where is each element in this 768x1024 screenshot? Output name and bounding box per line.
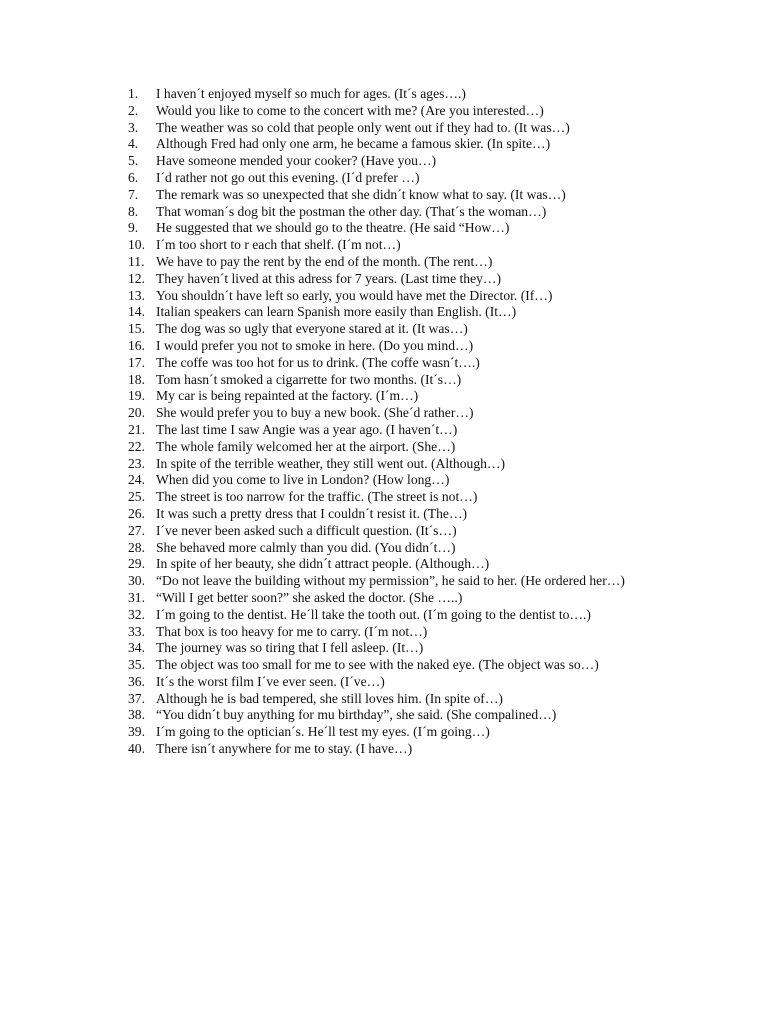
exercise-item — [128, 304, 658, 321]
exercise-text: She behaved more calmly than you did. (You didn´t…) — [156, 539, 456, 555]
exercise-text: We have to pay the rent by the end of the month. (The rent…) — [156, 253, 493, 269]
exercise-number: 24. — [128, 472, 145, 488]
exercise-text: Although Fred had only one arm, he became a famous skier. (In spite…) — [156, 136, 551, 152]
exercise-number: 14. — [128, 304, 145, 320]
exercise-item — [128, 170, 658, 187]
exercise-number: 15. — [128, 321, 145, 337]
exercise-text: The dog was so ugly that everyone stared at it. (It was…) — [156, 321, 468, 337]
exercise-item — [128, 288, 658, 305]
exercise-text: They haven´t lived at this adress for 7 years. (Last time they…) — [156, 270, 502, 286]
exercise-number: 23. — [128, 455, 145, 471]
exercise-number: 17. — [128, 354, 145, 370]
exercise-item — [128, 691, 658, 708]
exercise-text: “Will I get better soon?” she asked the doctor. (She …..) — [156, 589, 463, 605]
exercise-item — [128, 540, 658, 557]
exercise-number: 40. — [128, 741, 145, 757]
exercise-text: There isn´t anywhere for me to stay. (I have…) — [156, 741, 413, 757]
exercise-text: I haven´t enjoyed myself so much for ages. (It´s ages….) — [156, 86, 466, 101]
exercise-item — [128, 120, 658, 137]
exercise-text: The object was too small for me to see with the naked eye. (The object was so…) — [156, 657, 599, 673]
exercise-number: 16. — [128, 337, 145, 353]
exercise-item — [128, 321, 658, 338]
exercise-item — [128, 237, 658, 254]
exercise-item — [128, 338, 658, 355]
exercise-text: I´m going to the dentist. He´ll take the tooth out. (I´m going to the dentist to….) — [156, 606, 591, 622]
exercise-text: Have someone mended your cooker? (Have you…) — [156, 153, 437, 169]
exercise-number: 38. — [128, 707, 145, 723]
exercise-number: 3. — [128, 119, 139, 135]
exercise-text: In spite of the terrible weather, they still went out. (Although…) — [156, 455, 506, 471]
exercise-text: The street is too narrow for the traffic. (The street is not…) — [156, 489, 478, 505]
exercise-item — [128, 372, 658, 389]
exercise-list — [128, 86, 658, 758]
exercise-text: I´ve never been asked such a difficult question. (It´s…) — [156, 522, 457, 538]
exercise-number: 12. — [128, 270, 145, 286]
exercise-text: It´s the worst film I´ve ever seen. (I´ve…) — [156, 673, 385, 689]
exercise-item — [128, 741, 658, 758]
exercise-number: 4. — [128, 136, 139, 152]
exercise-number: 5. — [128, 153, 139, 169]
exercise-number: 10. — [128, 237, 145, 253]
exercise-text: It was such a pretty dress that I couldn´t resist it. (The…) — [156, 505, 468, 521]
exercise-item — [128, 355, 658, 372]
exercise-number: 35. — [128, 657, 145, 673]
exercise-item — [128, 103, 658, 120]
exercise-text: I´m going to the optician´s. He´ll test my eyes. (I´m going…) — [156, 724, 490, 740]
exercise-number: 26. — [128, 505, 145, 521]
exercise-text: The journey was so tiring that I fell asleep. (It…) — [156, 640, 424, 656]
exercise-text: “Do not leave the building without my permission”, he said to her. (He ordered her…) — [156, 573, 625, 589]
exercise-number: 25. — [128, 489, 145, 505]
exercise-item — [128, 456, 658, 473]
exercise-text: That box is too heavy for me to carry. (I´m not…) — [156, 623, 428, 639]
exercise-number: 2. — [128, 102, 139, 118]
exercise-text: The remark was so unexpected that she didn´t know what to say. (It was…) — [156, 186, 566, 202]
exercise-number: 28. — [128, 539, 145, 555]
exercise-number: 29. — [128, 556, 145, 572]
exercise-number: 6. — [128, 169, 139, 185]
exercise-text: I´d rather not go out this evening. (I´d prefer …) — [156, 169, 420, 185]
exercise-text: You shouldn´t have left so early, you would have met the Director. (If…) — [156, 287, 553, 303]
exercise-text: The whole family welcomed her at the airport. (She…) — [156, 438, 456, 454]
exercise-item — [128, 624, 658, 641]
exercise-number: 20. — [128, 405, 145, 421]
exercise-text: Tom hasn´t smoked a cigarrette for two months. (It´s…) — [156, 371, 462, 387]
exercise-text: I would prefer you not to smoke in here. (Do you mind…) — [156, 337, 474, 353]
exercise-number: 39. — [128, 724, 145, 740]
exercise-text: My car is being repainted at the factory. (I´m…) — [156, 388, 419, 404]
exercise-item — [128, 254, 658, 271]
exercise-item — [128, 607, 658, 624]
exercise-item — [128, 220, 658, 237]
exercise-item — [128, 153, 658, 170]
exercise-number: 27. — [128, 522, 145, 538]
exercise-item — [128, 506, 658, 523]
exercise-number: 18. — [128, 371, 145, 387]
exercise-text: In spite of her beauty, she didn´t attract people. (Although…) — [156, 556, 490, 572]
exercise-number: 21. — [128, 421, 145, 437]
exercise-text: The last time I saw Angie was a year ago. (I haven´t…) — [156, 421, 458, 437]
exercise-text: That woman´s dog bit the postman the other day. (That´s the woman…) — [156, 203, 547, 219]
exercise-text: I´m too short to r each that shelf. (I´m not…) — [156, 237, 401, 253]
exercise-number: 8. — [128, 203, 139, 219]
exercise-text: She would prefer you to buy a new book. (She´d rather…) — [156, 405, 474, 421]
exercise-item — [128, 523, 658, 540]
exercise-item — [128, 556, 658, 573]
exercise-text: He suggested that we should go to the theatre. (He said “How…) — [156, 220, 510, 236]
exercise-number: 34. — [128, 640, 145, 656]
exercise-item — [128, 707, 658, 724]
exercise-number: 36. — [128, 673, 145, 689]
exercise-item — [128, 271, 658, 288]
exercise-item — [128, 204, 658, 221]
exercise-number: 19. — [128, 388, 145, 404]
exercise-text: When did you come to live in London? (How long…) — [156, 472, 450, 488]
exercise-item — [128, 489, 658, 506]
exercise-text: The coffe was too hot for us to drink. (The coffe wasn´t….) — [156, 354, 480, 370]
exercise-item — [128, 405, 658, 422]
exercise-number: 1. — [128, 86, 139, 101]
exercise-item — [128, 472, 658, 489]
exercise-number: 32. — [128, 606, 145, 622]
exercise-item — [128, 187, 658, 204]
exercise-number: 22. — [128, 438, 145, 454]
exercise-item — [128, 674, 658, 691]
exercise-number: 37. — [128, 690, 145, 706]
exercise-number: 7. — [128, 186, 139, 202]
exercise-item — [128, 724, 658, 741]
exercise-text: The weather was so cold that people only went out if they had to. (It was…) — [156, 119, 570, 135]
exercise-number: 31. — [128, 589, 145, 605]
exercise-item — [128, 657, 658, 674]
exercise-number: 13. — [128, 287, 145, 303]
exercise-text: Although he is bad tempered, she still loves him. (In spite of…) — [156, 690, 503, 706]
exercise-number: 33. — [128, 623, 145, 639]
exercise-item — [128, 388, 658, 405]
exercise-item — [128, 439, 658, 456]
exercise-item — [128, 640, 658, 657]
exercise-item — [128, 422, 658, 439]
exercise-number: 30. — [128, 573, 145, 589]
exercise-item — [128, 136, 658, 153]
exercise-text: Italian speakers can learn Spanish more easily than English. (It…) — [156, 304, 517, 320]
exercise-item — [128, 573, 658, 590]
exercise-number: 9. — [128, 220, 139, 236]
exercise-text: “You didn´t buy anything for mu birthday”, she said. (She compalined…) — [156, 707, 557, 723]
exercise-item — [128, 590, 658, 607]
exercise-text: Would you like to come to the concert with me? (Are you interested…) — [156, 102, 544, 118]
exercise-item — [128, 86, 658, 103]
exercise-number: 11. — [128, 253, 145, 269]
